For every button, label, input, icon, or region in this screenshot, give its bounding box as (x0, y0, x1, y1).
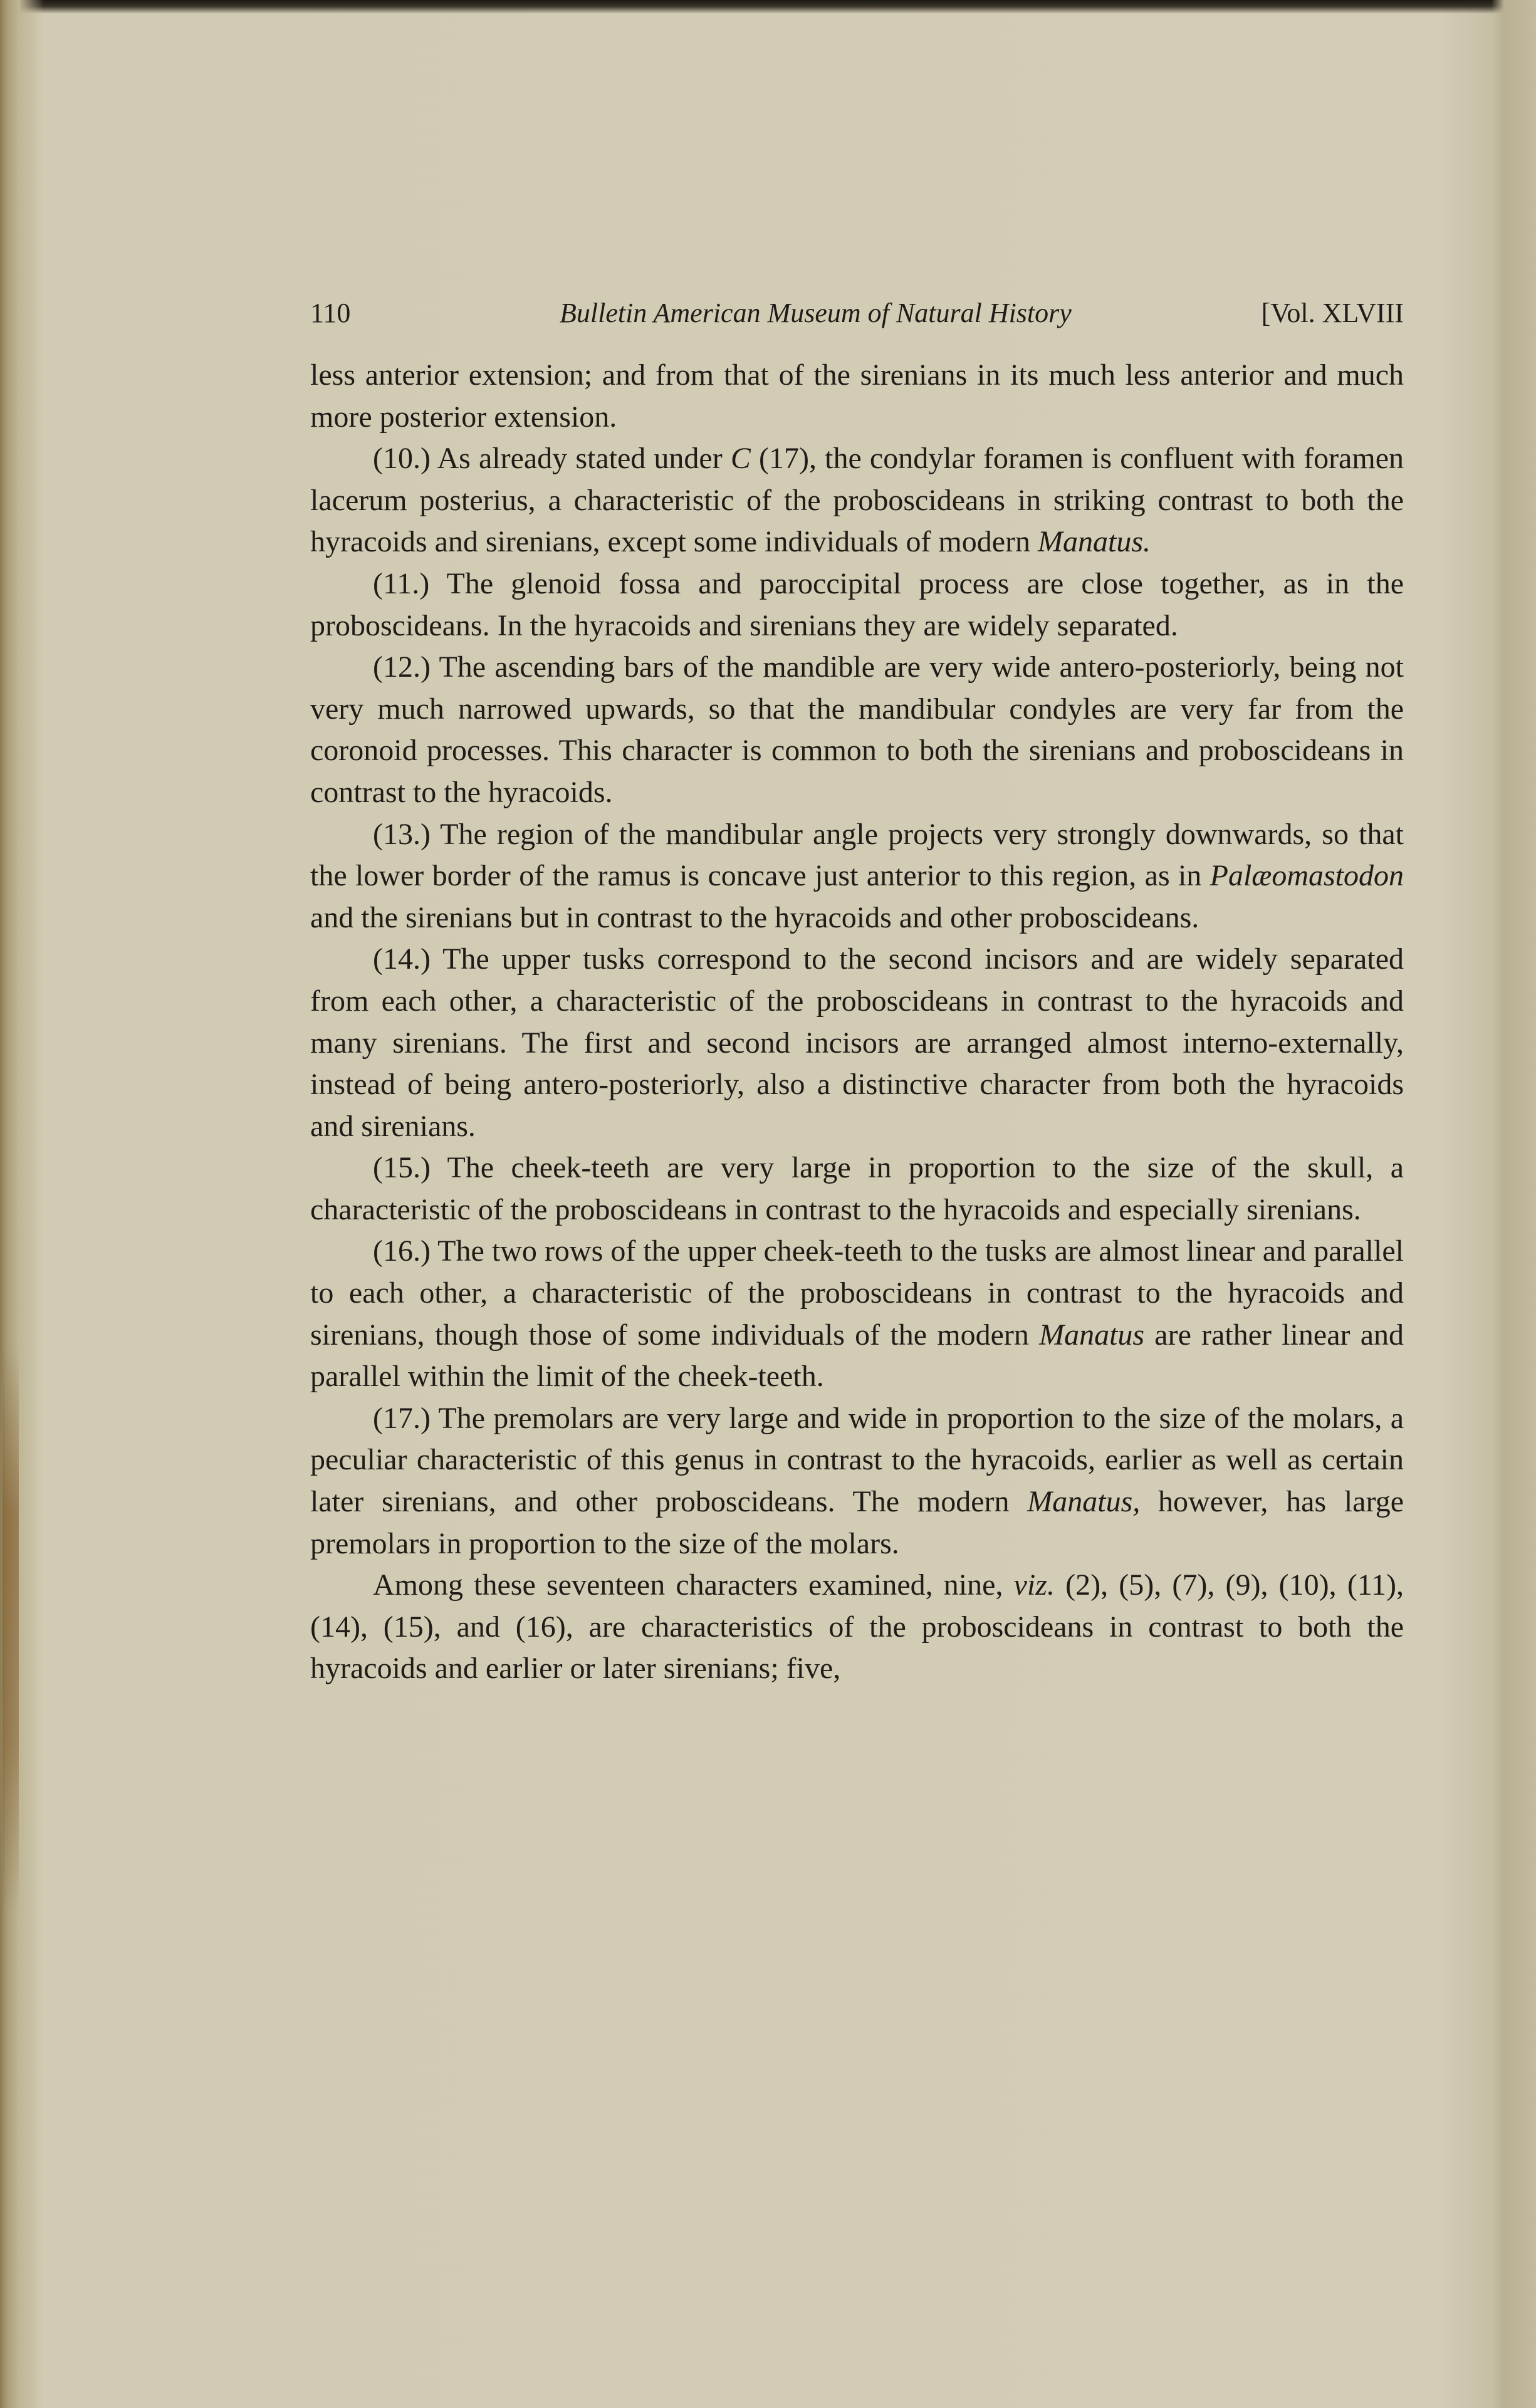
text-segment: (17.) The premolars are very large and wide in proportion to the size of the molars, a peculiar characteristic of this genus in contrast to the hyracoids, earlier as well as certain later sirenians, and other proboscideans. The modern (310, 1401, 1404, 1519)
text-segment: (15.) The cheek-teeth are very large in proportion to the size of the skull, a characteristic of the proboscideans in contrast to the hyracoids and especially sirenians. (310, 1151, 1404, 1226)
text-segment: (13.) The region of the mandibular angle projects very strongly downwards, so that the lower border of the ramus is concave just anterior to this region, as in (310, 817, 1404, 893)
text-segment: (12.) The ascending bars of the mandible are very wide antero-posteriorly, being not very much narrowed upwards, so that the mandibular condyles are very far from the coronoid processes. This character is common to both the sirenians and proboscideans in contrast to the hyracoids. (310, 650, 1404, 809)
paragraph (310, 438, 1404, 563)
page-top-edge (0, 0, 1536, 14)
text-segment: however, has large premolars in proportion to the size of the molars. (310, 1485, 1404, 1560)
text-segment: (2), (5), (7), (9), (10), (11), (14), (15), and (16), are characteristics of the proboscideans in contrast to both the hyracoids and earlier or later sirenians; five, (310, 1568, 1404, 1686)
text-segment: (10.) As already stated under (373, 442, 731, 476)
paragraph (310, 939, 1404, 1147)
volume-label: [Vol. XLVIII (1261, 298, 1404, 328)
italic-text: Manatus (1039, 1318, 1145, 1352)
text-segment: (14.) The upper tusks correspond to the second incisors and are widely separated from each other, a characteristic of the proboscideans in contrast to the hyracoids and many sirenians. The first and second incisors are arranged almost interno-externally, instead of being antero-posteriorly, also a distinctive character from both the hyracoids and sirenians. (310, 942, 1404, 1143)
paragraph (310, 1565, 1404, 1690)
text-segment: (17), the condylar foramen is confluent with foramen lacerum posterius, a characteristic of the proboscideans in striking contrast to both the hyracoids and sirenians, except some individuals of modern (310, 442, 1404, 559)
running-head (310, 294, 1404, 332)
italic-text: viz. (1013, 1568, 1055, 1602)
text-segment: less anterior extension; and from that of the sirenians in its much less anterior and much more posterior extension. (310, 358, 1404, 434)
paragraph (310, 1147, 1404, 1231)
paragraph (310, 814, 1404, 939)
paragraph (310, 563, 1404, 647)
text-segment: and the sirenians but in contrast to the hyracoids and other proboscideans. (310, 900, 1199, 934)
page-edge-stain (3, 1347, 19, 1911)
page-left-edge (0, 0, 44, 2408)
italic-text: Palæomastodon (1209, 859, 1404, 893)
paragraph (310, 355, 1404, 438)
text-segment: (16.) The two rows of the upper cheek-teeth to the tusks are almost linear and parallel to each other, a characteristic of the proboscideans in contrast to the hyracoids and sirenians, though those of some individuals of the modern (310, 1234, 1404, 1352)
text-segment: Among these seventeen characters examined, nine, (373, 1568, 1014, 1602)
page-number: 110 (310, 298, 351, 328)
text-segment: are rather linear and parallel within the limit of the cheek-teeth. (310, 1318, 1404, 1394)
paragraph (310, 647, 1404, 813)
paragraph (310, 1231, 1404, 1397)
book-page (310, 294, 1404, 1690)
journal-title: Bulletin American Museum of Natural History (560, 298, 1072, 328)
italic-text: Manatus. (1038, 525, 1151, 559)
page-right-edge (1492, 0, 1536, 2408)
body-text (310, 355, 1404, 1690)
text-segment: (11.) The glenoid fossa and paroccipital process are close together, as in the proboscideans. In the hyracoids and sirenians they are widely separated. (310, 566, 1404, 642)
paragraph (310, 1398, 1404, 1565)
italic-text: C (730, 442, 751, 476)
italic-text: Manatus, (1027, 1485, 1141, 1519)
